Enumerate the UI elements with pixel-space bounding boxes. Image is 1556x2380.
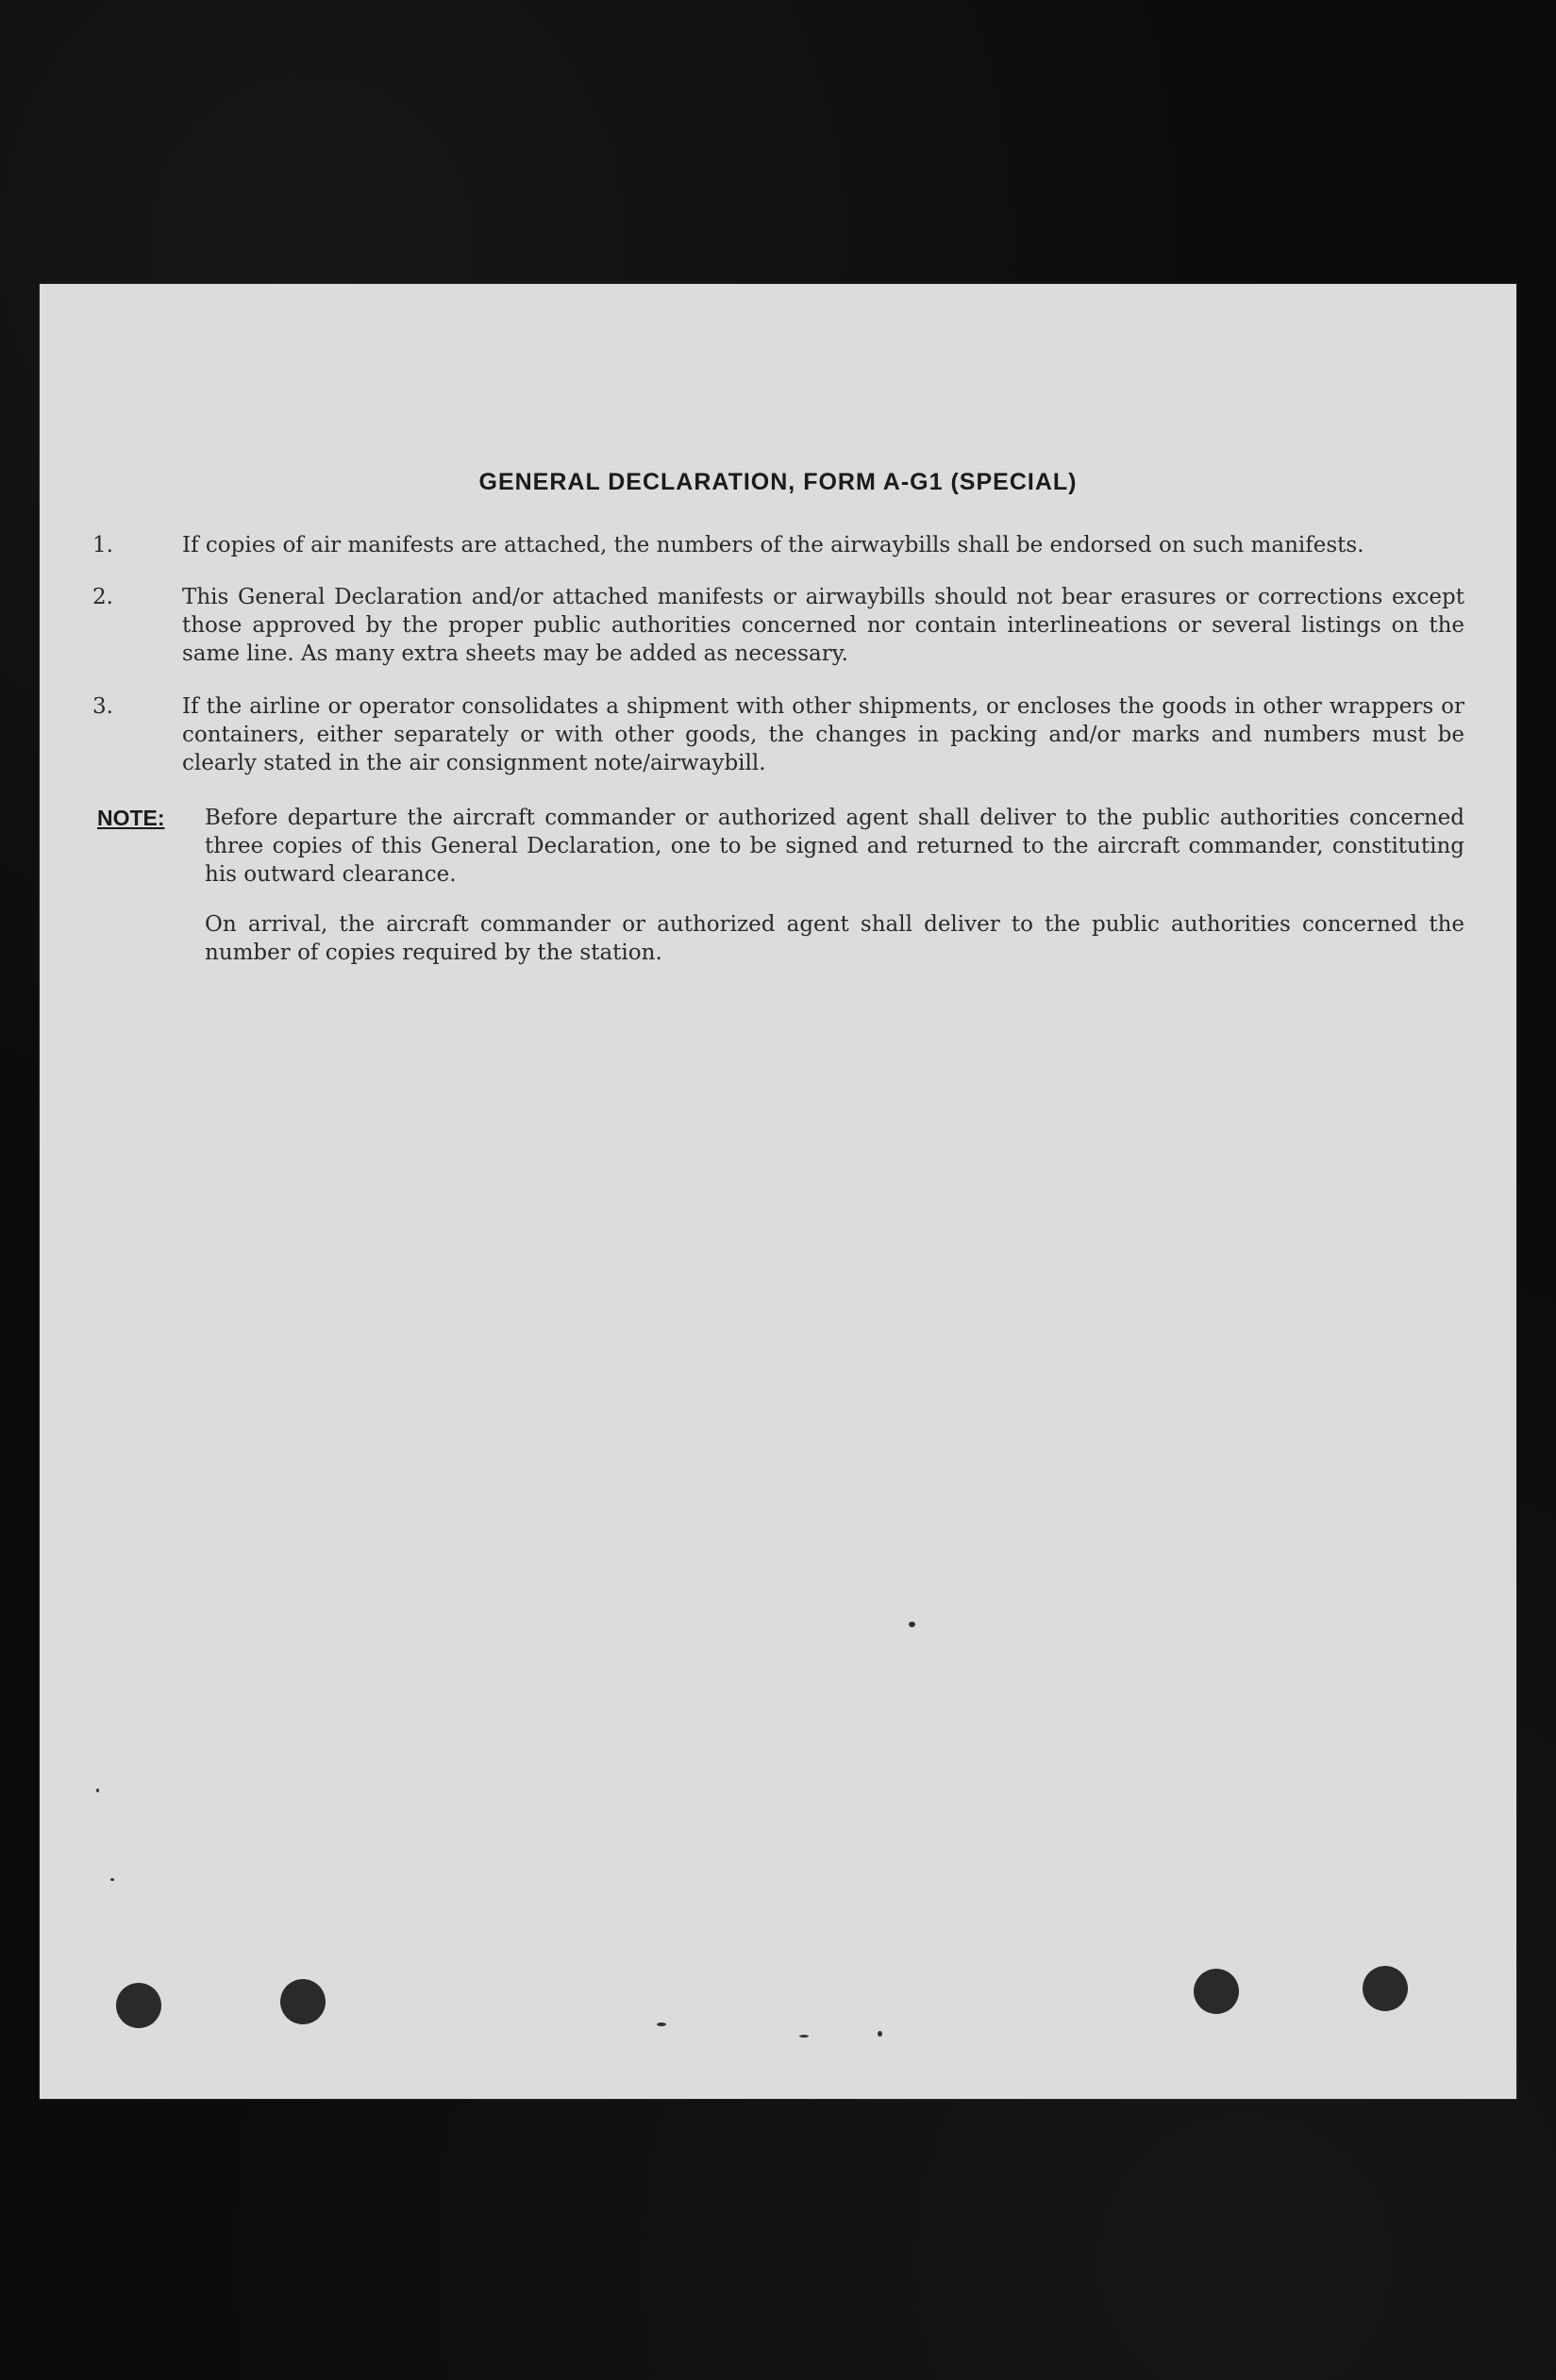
ink-speck — [799, 2035, 809, 2038]
note-paragraph-1: Before departure the aircraft commander or authorized agent shall deliver to the public authorities concerned three copies of this General Declaration, one to be signed and returned to the aircraft commander, constituting his outward clearance. — [205, 806, 1464, 887]
item-number: 3. — [92, 694, 113, 719]
punch-hole — [280, 1979, 326, 2024]
instruction-item-2 — [92, 583, 1464, 668]
item-number: 2. — [92, 585, 113, 609]
ink-speck — [96, 1789, 99, 1792]
document-page — [40, 284, 1516, 2099]
punch-hole — [1194, 1969, 1239, 2014]
ink-speck — [657, 2022, 666, 2026]
punch-hole — [1363, 1966, 1408, 2011]
ink-speck — [878, 2031, 882, 2037]
item-text: If the airline or operator consolidates a shipment with other shipments, or encloses the goods in other wrappers or containers, either separately or with other goods, the changes in packing and/or marks and numbers must be clearly stated in the air consignment note/airwaybill. — [182, 694, 1464, 775]
instruction-item-1 — [92, 531, 1464, 559]
form-title: GENERAL DECLARATION, FORM A-G1 (SPECIAL) — [478, 469, 1078, 495]
ink-speck — [110, 1878, 114, 1881]
instruction-item-3 — [92, 692, 1464, 777]
note-label: NOTE: — [97, 806, 165, 830]
item-text: If copies of air manifests are attached, the numbers of the airwaybills shall be endorsed on such manifests. — [182, 533, 1364, 558]
item-number: 1. — [92, 533, 113, 558]
item-text: This General Declaration and/or attached manifests or airwaybills should not bear erasures or corrections except those approved by the proper public authorities concerned nor contain interlineations or several listings on the same line. As many extra sheets may be added as necessary. — [182, 585, 1464, 666]
ink-speck — [909, 1622, 915, 1627]
punch-hole — [116, 1983, 161, 2028]
note-paragraph-2: On arrival, the aircraft commander or authorized agent shall deliver to the public authorities concerned the number of copies required by the station. — [205, 912, 1464, 965]
